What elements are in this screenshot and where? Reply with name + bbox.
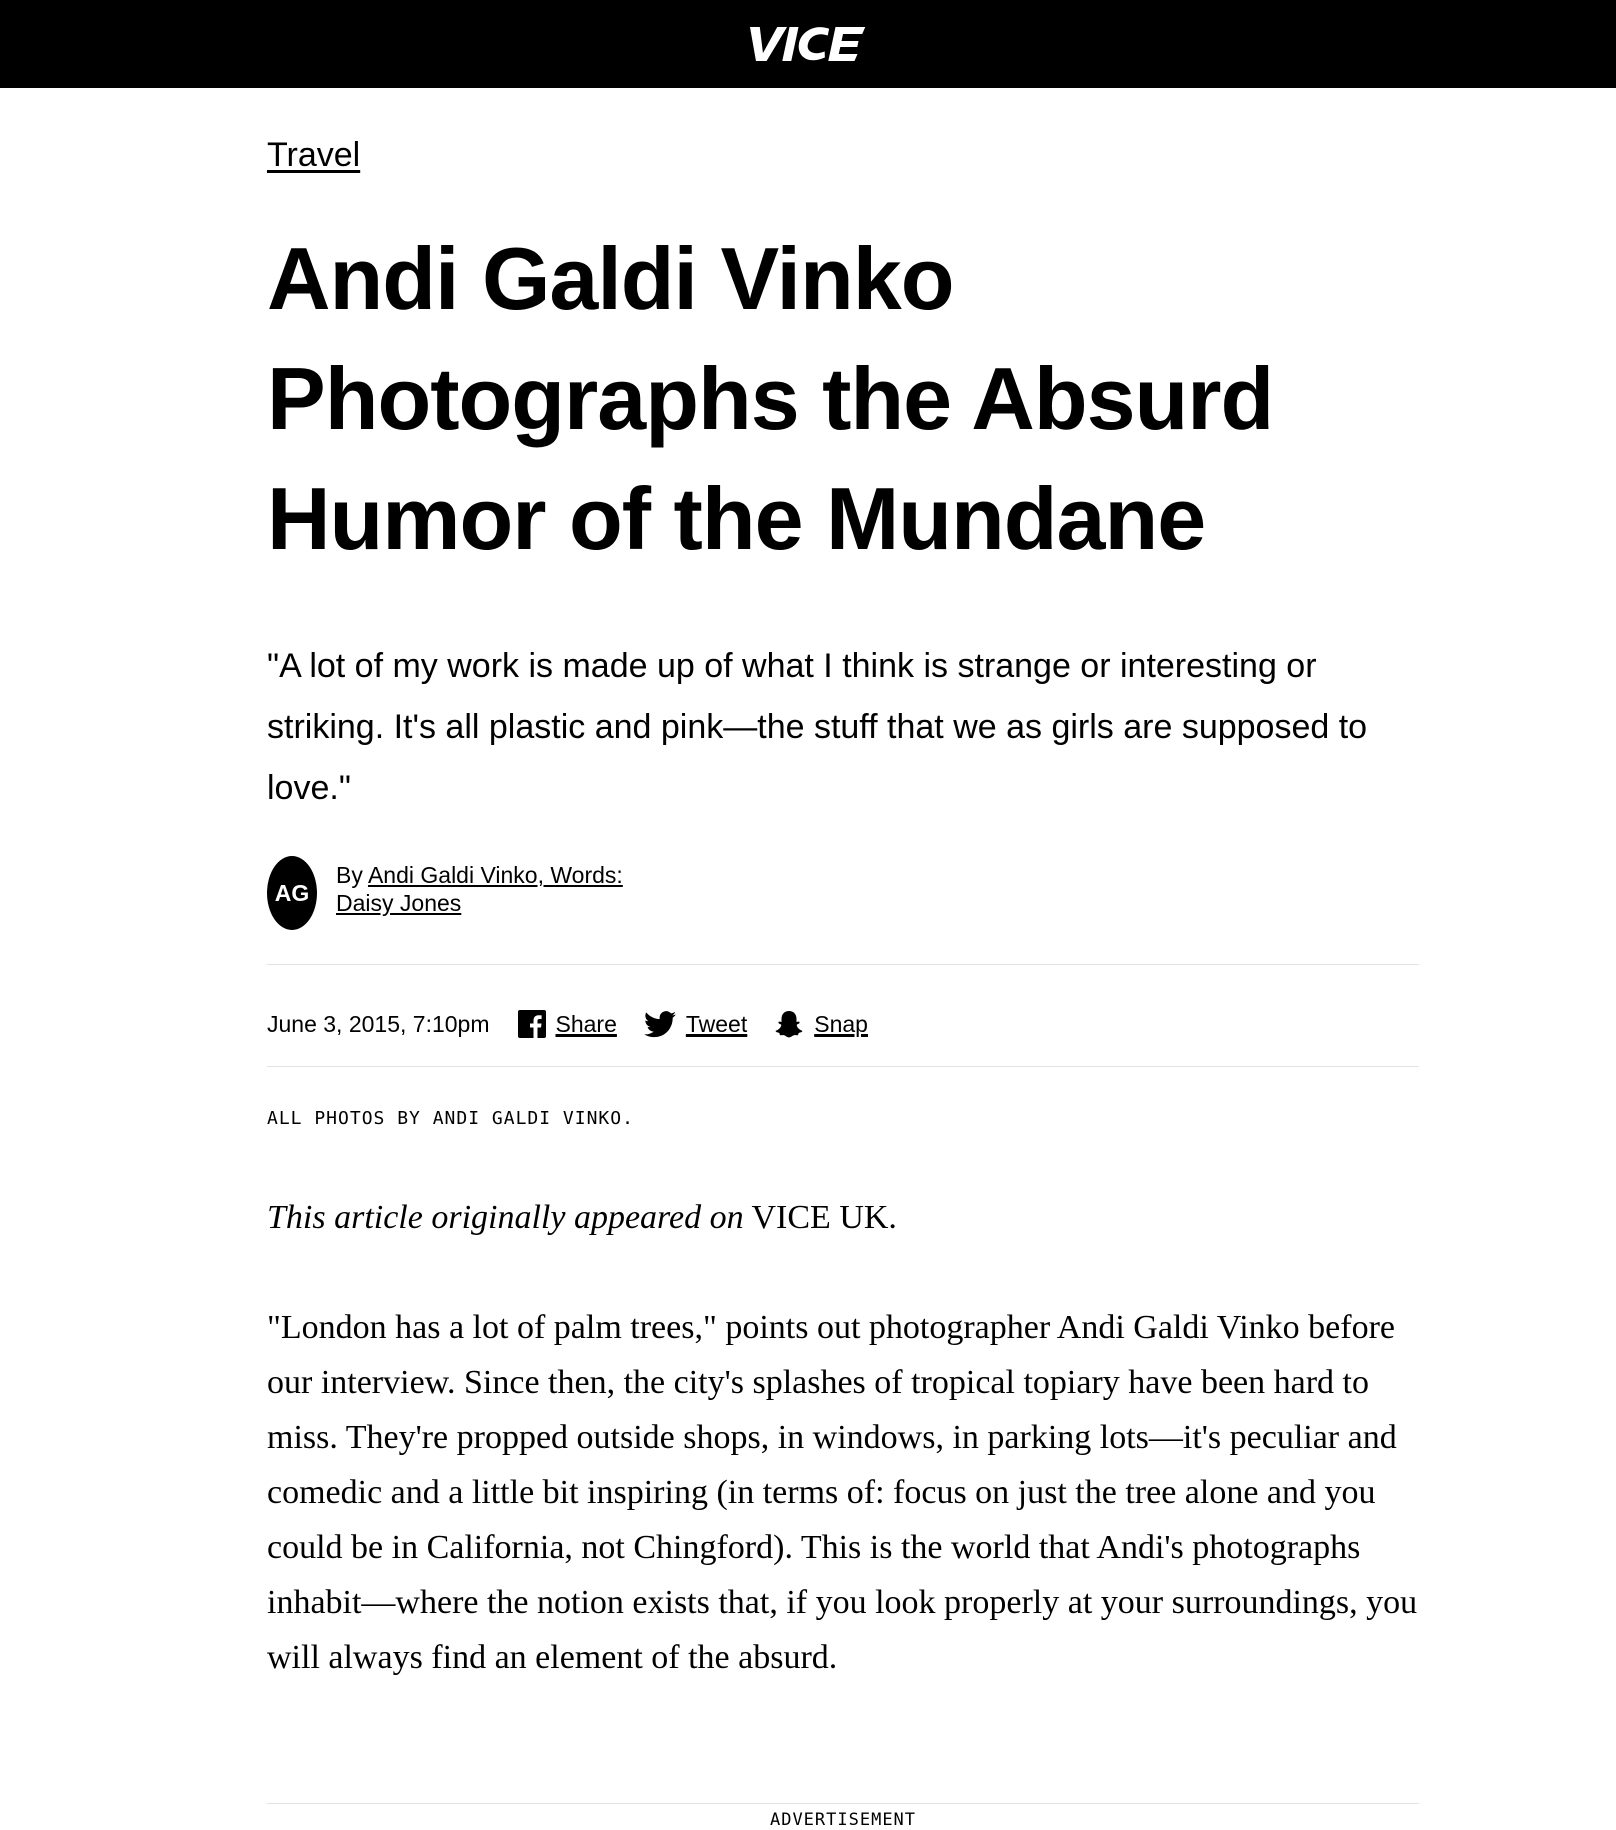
photo-credit: ALL PHOTOS BY ANDI GALDI VINKO. [267, 1108, 634, 1129]
divider-top [267, 964, 1419, 965]
vice-uk-link[interactable]: VICE UK. [743, 1199, 897, 1236]
byline-text [336, 861, 656, 917]
share-facebook-label: Share [555, 1010, 617, 1037]
origin-note-italic: This article originally appeared on [267, 1199, 744, 1236]
share-facebook-button[interactable] [518, 1010, 617, 1038]
byline-prefix: By [336, 862, 368, 888]
origin-note [267, 1194, 897, 1242]
author-link[interactable]: Andi Galdi Vinko, Words: Daisy Jones [336, 862, 623, 916]
share-twitter-label: Tweet [685, 1010, 748, 1037]
byline [267, 856, 1419, 930]
vice-logo [740, 20, 874, 68]
category-link[interactable]: Travel [267, 136, 361, 174]
ad-divider [267, 1803, 1419, 1804]
twitter-icon [644, 1011, 676, 1038]
site-header [0, 0, 1616, 88]
article-dek: "A lot of my work is made up of what I think is strange or interesting or striking. It's all plastic and pink—the stuff that we as girls are supposed to love." [267, 647, 1368, 807]
author-avatar[interactable]: AG [267, 856, 317, 930]
body-paragraph: "London has a lot of palm trees," points out photographer Andi Galdi Vinko before our interview. Since then, the city's splashes of tropical topiary have been hard to miss. They're propped outside shops, in windows, in parking lots—it's peculiar and comedic and a little bit inspiring (in terms of: focus on just the tree alone and you could be in California, not Chingford). This is the world that Andi's photographs inhabit—where the notion exists that, if you look properly at your surroundings, you will always find an element of the absurd. [267, 1309, 1418, 1676]
share-twitter-button[interactable] [644, 1011, 747, 1038]
share-snapchat-label: Snap [814, 1010, 868, 1037]
meta-bar [267, 1006, 895, 1042]
share-snapchat-button[interactable] [774, 1009, 868, 1039]
publish-date: June 3, 2015, 7:10pm [267, 1010, 490, 1037]
facebook-icon [518, 1010, 546, 1038]
divider-bottom [267, 1066, 1419, 1067]
article-title: Andi Galdi Vinko Photographs the Absurd Humor of the Mundane [267, 229, 1274, 568]
advertisement-label: ADVERTISEMENT [769, 1810, 917, 1830]
snapchat-icon [774, 1009, 804, 1039]
